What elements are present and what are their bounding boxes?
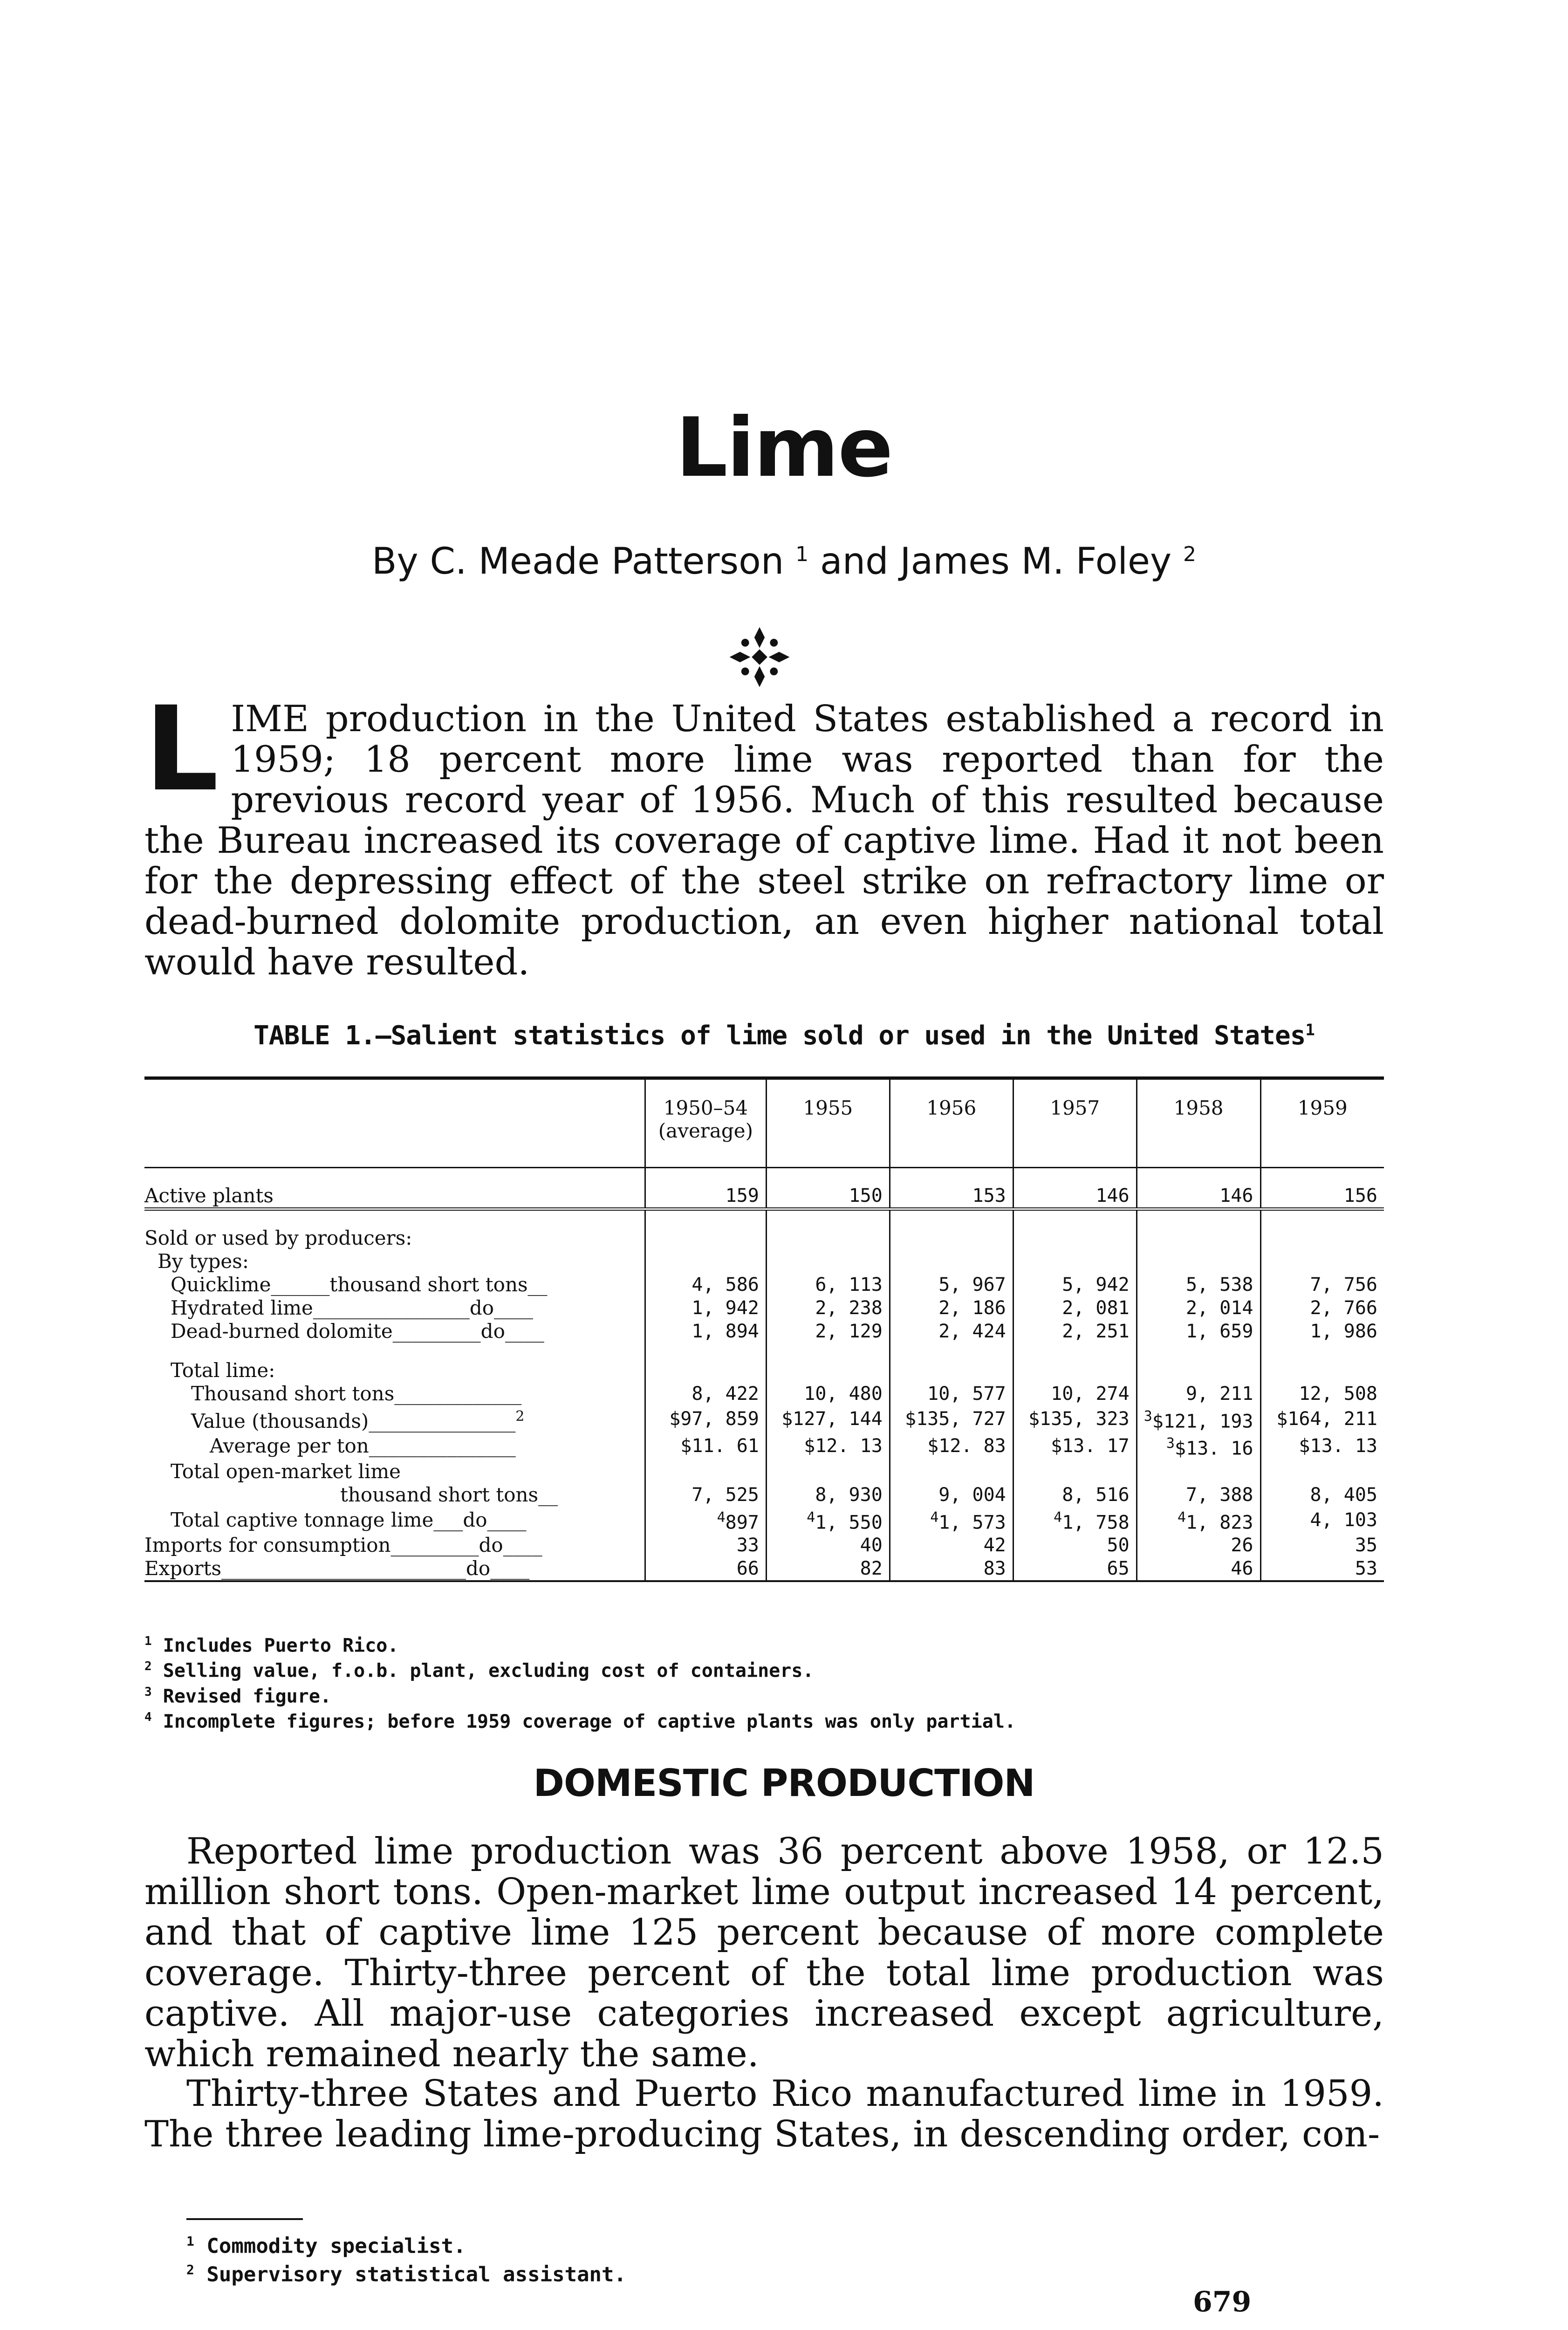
table-cell: 159 bbox=[645, 1184, 766, 1209]
table-cell bbox=[890, 1507, 1013, 1534]
table-cell: 156 bbox=[1260, 1184, 1384, 1209]
table-footnote bbox=[144, 1656, 1016, 1681]
table-footnote bbox=[144, 1682, 1016, 1707]
table-header-row bbox=[144, 1078, 1384, 1168]
footnote-text: Supervisory statistical assistant. bbox=[206, 2262, 627, 2287]
table-row bbox=[144, 1483, 1384, 1507]
row-label: Average per ton_______________ bbox=[210, 1434, 516, 1458]
table-cell: $97, 859 bbox=[645, 1405, 766, 1432]
incomplete-footnote-ref: 4 bbox=[717, 1509, 726, 1526]
table-row bbox=[144, 1273, 1384, 1296]
footnote-text: Includes Puerto Rico. bbox=[163, 1635, 399, 1657]
row-label: Sold or used by producers: bbox=[144, 1227, 412, 1249]
table-cell: 12, 508 bbox=[1260, 1382, 1384, 1405]
table-cell: 2, 238 bbox=[766, 1296, 890, 1320]
incomplete-footnote-ref: 4 bbox=[1177, 1509, 1186, 1526]
table-cell: 9, 211 bbox=[1137, 1382, 1260, 1405]
table-cell: 2, 766 bbox=[1260, 1296, 1384, 1320]
table-cell: 1, 659 bbox=[1137, 1320, 1260, 1343]
footnote-divider bbox=[186, 2218, 303, 2220]
row-label: By types: bbox=[157, 1250, 249, 1273]
column-header: 1955 bbox=[766, 1078, 890, 1168]
table-row bbox=[144, 1296, 1384, 1320]
table-cell bbox=[766, 1507, 890, 1534]
row-label: Active plants bbox=[144, 1184, 645, 1209]
table-row bbox=[144, 1184, 1384, 1209]
column-header: 1959 bbox=[1260, 1078, 1384, 1168]
table-cell: 2, 186 bbox=[890, 1296, 1013, 1320]
table-caption-ref: 1 bbox=[1305, 1021, 1315, 1040]
table-cell: 65 bbox=[1013, 1557, 1137, 1581]
row-label bbox=[144, 1405, 645, 1432]
author-2: James M. Foley bbox=[900, 541, 1172, 582]
drop-cap: L bbox=[144, 681, 219, 817]
diamond-ornament-icon bbox=[727, 624, 792, 690]
table-cell: 5, 942 bbox=[1013, 1273, 1137, 1296]
row-label: Total open-market lime bbox=[171, 1460, 401, 1483]
footnote-text: Commodity specialist. bbox=[206, 2234, 466, 2258]
table-row bbox=[144, 1227, 1384, 1250]
value-label: Value (thousands)_______________ bbox=[191, 1410, 516, 1433]
table-cell: 66 bbox=[645, 1557, 766, 1581]
footnote-ref: 1 bbox=[186, 2234, 194, 2249]
column-header-stub bbox=[144, 1078, 645, 1168]
value-footnote-ref: 2 bbox=[515, 1408, 525, 1425]
page-title: Lime bbox=[676, 401, 892, 495]
cell-value: 897 bbox=[725, 1511, 759, 1533]
footnote-ref: 2 bbox=[144, 1659, 152, 1674]
table-row bbox=[144, 1460, 1384, 1483]
footnote-ref: 3 bbox=[144, 1685, 152, 1699]
table-cell: 1, 894 bbox=[645, 1320, 766, 1343]
table-cell bbox=[1137, 1432, 1260, 1460]
revised-footnote-ref: 3 bbox=[1166, 1435, 1175, 1452]
page-footnote bbox=[186, 2230, 626, 2258]
table-cell bbox=[645, 1507, 766, 1534]
table-cell: 4, 586 bbox=[645, 1273, 766, 1296]
table-row bbox=[144, 1534, 1384, 1557]
table-cell: 83 bbox=[890, 1557, 1013, 1581]
table-row bbox=[144, 1250, 1384, 1273]
table-cell: 8, 405 bbox=[1260, 1483, 1384, 1507]
footnote-ref: 2 bbox=[186, 2261, 194, 2277]
incomplete-footnote-ref: 4 bbox=[807, 1509, 815, 1526]
row-label: Total captive tonnage lime___do____ bbox=[171, 1508, 527, 1531]
revised-footnote-ref: 3 bbox=[1143, 1408, 1152, 1425]
footnote-ref: 1 bbox=[144, 1634, 152, 1648]
row-label: Exports_________________________do____ bbox=[144, 1557, 645, 1581]
table-cell: 10, 274 bbox=[1013, 1382, 1137, 1405]
byline bbox=[0, 541, 1568, 582]
table-cell: 1, 986 bbox=[1260, 1320, 1384, 1343]
table-cell: $12. 13 bbox=[766, 1432, 890, 1460]
table-footnotes bbox=[144, 1631, 1016, 1732]
table-cell: 150 bbox=[766, 1184, 890, 1209]
table-cell: 1, 942 bbox=[645, 1296, 766, 1320]
table-footnote bbox=[144, 1707, 1016, 1732]
column-header: 1956 bbox=[890, 1078, 1013, 1168]
table-caption-text: TABLE 1.—Salient statistics of lime sold or used in the United States bbox=[253, 1021, 1306, 1051]
table-cell: 146 bbox=[1137, 1184, 1260, 1209]
table-cell: 10, 577 bbox=[890, 1382, 1013, 1405]
table-cell: $13. 17 bbox=[1013, 1432, 1137, 1460]
section-heading: DOMESTIC PRODUCTION bbox=[533, 1761, 1035, 1805]
table-cell: 2, 081 bbox=[1013, 1296, 1137, 1320]
table-cell: 2, 014 bbox=[1137, 1296, 1260, 1320]
table-cell: 33 bbox=[645, 1534, 766, 1557]
table-cell: $12. 83 bbox=[890, 1432, 1013, 1460]
cell-value: 1, 550 bbox=[815, 1511, 883, 1533]
table-footnote bbox=[144, 1631, 1016, 1656]
column-header: 1957 bbox=[1013, 1078, 1137, 1168]
table-cell: 146 bbox=[1013, 1184, 1137, 1209]
author-2-footnote-ref: 2 bbox=[1183, 542, 1196, 566]
row-label: Total lime: bbox=[171, 1359, 275, 1382]
body-paragraph: Reported lime production was 36 percent above 1958, or 12.5 million short tons. Open-market lime output increased 14 percent, and that of captive lime 125 percent because of more complete coverage. Thirty-three percent of the total lime production was captive. All major-use categories increased except agriculture, which remained nearly the same. bbox=[144, 1830, 1384, 2075]
table-row bbox=[144, 1382, 1384, 1405]
footnote-text: Revised figure. bbox=[163, 1685, 331, 1707]
table-cell: 8, 930 bbox=[766, 1483, 890, 1507]
table-cell: 5, 538 bbox=[1137, 1273, 1260, 1296]
page-footnote bbox=[186, 2258, 626, 2287]
row-label: Dead-burned dolomite_________do____ bbox=[171, 1320, 544, 1343]
table-cell: $127, 144 bbox=[766, 1405, 890, 1432]
table-cell: $11. 61 bbox=[645, 1432, 766, 1460]
table-cell: 10, 480 bbox=[766, 1382, 890, 1405]
table-cell: 26 bbox=[1137, 1534, 1260, 1557]
table-cell: 6, 113 bbox=[766, 1273, 890, 1296]
table-cell: 46 bbox=[1137, 1557, 1260, 1581]
table-cell: 2, 424 bbox=[890, 1320, 1013, 1343]
cell-value: $13. 16 bbox=[1174, 1438, 1253, 1460]
table-cell: 50 bbox=[1013, 1534, 1137, 1557]
table-cell: 40 bbox=[766, 1534, 890, 1557]
table-cell: 153 bbox=[890, 1184, 1013, 1209]
row-label: Thousand short tons_____________ bbox=[191, 1382, 522, 1405]
page-number: 679 bbox=[1193, 2286, 1252, 2318]
footnote-text: Incomplete figures; before 1959 coverage of captive plants was only partial. bbox=[163, 1711, 1016, 1733]
table-cell: 42 bbox=[890, 1534, 1013, 1557]
byline-conjunction: and bbox=[820, 541, 889, 582]
table-row bbox=[144, 1320, 1384, 1343]
row-label: thousand short tons__ bbox=[340, 1483, 558, 1506]
table-cell: 4, 103 bbox=[1260, 1507, 1384, 1534]
cell-value: 1, 823 bbox=[1186, 1511, 1253, 1533]
table-cell: $135, 727 bbox=[890, 1405, 1013, 1432]
table-cell: 7, 756 bbox=[1260, 1273, 1384, 1296]
table-cell: 8, 516 bbox=[1013, 1483, 1137, 1507]
column-header: 1958 bbox=[1137, 1078, 1260, 1168]
intro-text: IME production in the United States established a record in 1959; 18 percent more lime was reported than for the previous record year of 1956. Much of this resulted because the Bureau increased its coverage of captive lime. Had it not been for the depressing effect of the steel strike on refractory lime or dead-burned dolomite production, an even higher national total would have resulted. bbox=[144, 698, 1384, 983]
intro-paragraph bbox=[144, 681, 1384, 983]
table-cell: 2, 251 bbox=[1013, 1320, 1137, 1343]
row-label: Quicklime______thousand short tons__ bbox=[171, 1273, 548, 1296]
table-cell bbox=[1013, 1507, 1137, 1534]
table-row bbox=[144, 1432, 1384, 1460]
table-cell: 9, 004 bbox=[890, 1483, 1013, 1507]
table-cell: 5, 967 bbox=[890, 1273, 1013, 1296]
cell-value: $121, 193 bbox=[1152, 1411, 1253, 1432]
table-cell: $13. 13 bbox=[1260, 1432, 1384, 1460]
table-cell: $164, 211 bbox=[1260, 1405, 1384, 1432]
incomplete-footnote-ref: 4 bbox=[1054, 1509, 1062, 1526]
table-caption bbox=[0, 1021, 1568, 1051]
row-label: Imports for consumption_________do____ bbox=[144, 1533, 542, 1556]
table-cell: 7, 388 bbox=[1137, 1483, 1260, 1507]
table-row bbox=[144, 1359, 1384, 1382]
row-label: Hydrated lime________________do____ bbox=[171, 1296, 534, 1319]
table-cell: 82 bbox=[766, 1557, 890, 1581]
cell-value: 1, 758 bbox=[1062, 1511, 1130, 1533]
table-cell: $135, 323 bbox=[1013, 1405, 1137, 1432]
table-cell bbox=[1137, 1405, 1260, 1432]
table-row bbox=[144, 1507, 1384, 1534]
table-row bbox=[144, 1557, 1384, 1581]
author-1: By C. Meade Patterson bbox=[372, 541, 784, 582]
body-paragraph: Thirty-three States and Puerto Rico manufactured lime in 1959. The three leading lime-producing States, in descending order, con- bbox=[144, 2073, 1384, 2155]
footnote-text: Selling value, f.o.b. plant, excluding cost of containers. bbox=[163, 1660, 814, 1682]
table-cell: 35 bbox=[1260, 1534, 1384, 1557]
table-cell: 2, 129 bbox=[766, 1320, 890, 1343]
table-cell: 7, 525 bbox=[645, 1483, 766, 1507]
column-header: 1950–54 (average) bbox=[645, 1078, 766, 1168]
table-cell: 8, 422 bbox=[645, 1382, 766, 1405]
page-footnotes bbox=[186, 2230, 626, 2286]
footnote-ref: 4 bbox=[144, 1710, 152, 1724]
author-1-footnote-ref: 1 bbox=[795, 542, 809, 566]
table-cell: 53 bbox=[1260, 1557, 1384, 1581]
cell-value: 1, 573 bbox=[938, 1511, 1006, 1533]
table-cell bbox=[1137, 1507, 1260, 1534]
salient-statistics-table bbox=[144, 1076, 1384, 1582]
table-row bbox=[144, 1405, 1384, 1432]
incomplete-footnote-ref: 4 bbox=[930, 1509, 939, 1526]
